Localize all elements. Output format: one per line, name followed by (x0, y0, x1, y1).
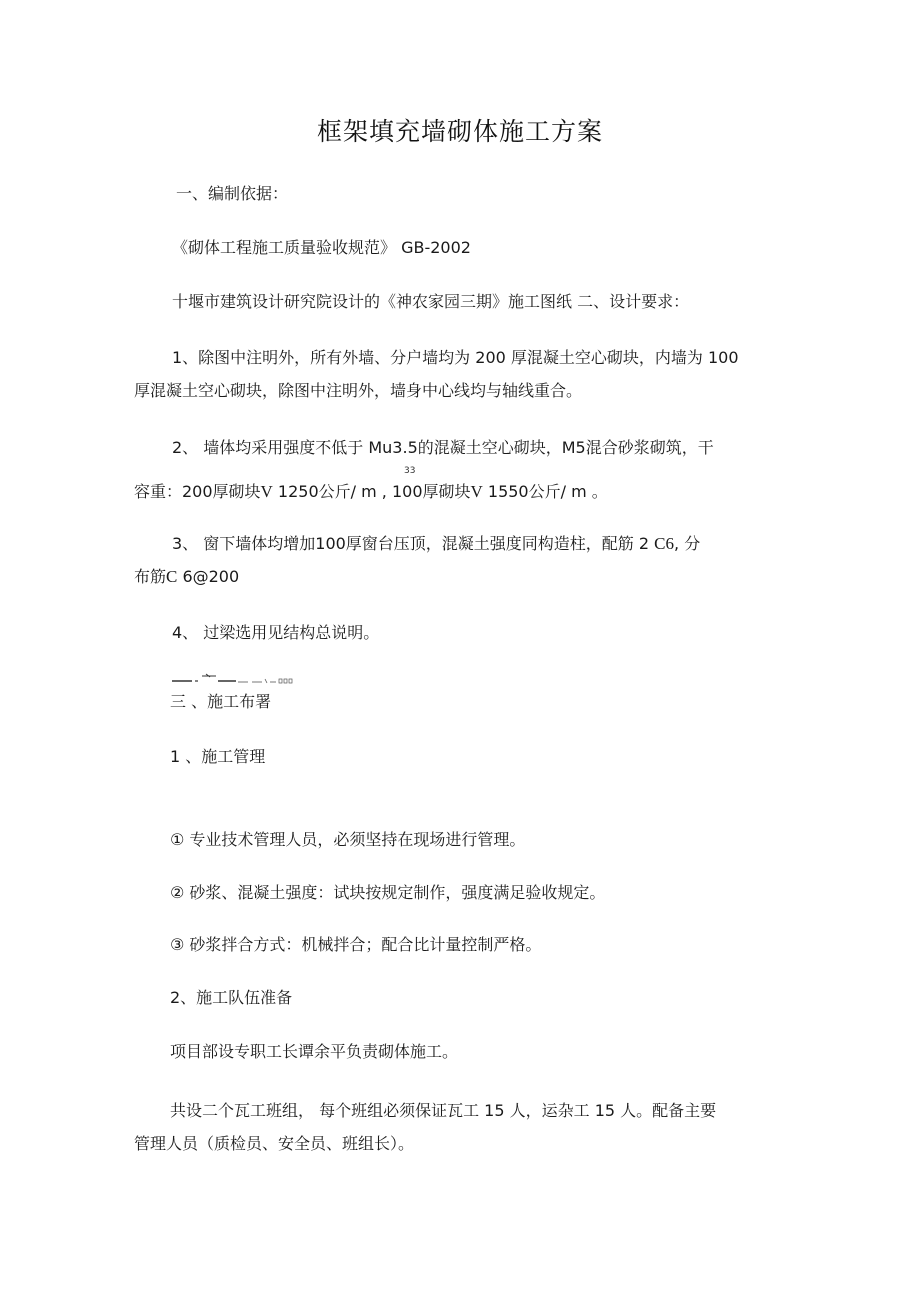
management-point-1: ① 专业技术管理人员，必须坚持在现场进行管理。 (170, 830, 526, 849)
requirement-3-tail: , 分 (674, 534, 701, 553)
reference-drawings: 十堰市建筑设计研究院设计的《神农家园三期》施工图纸 二、设计要求： (172, 292, 690, 311)
requirement-2-line-1: 2、 墙体均采用强度不低于 Mu3.5的混凝土空心砌块，M5混合砂浆砌筑，干 (172, 438, 714, 457)
block-100-label: 100厚砌块 (386, 482, 471, 501)
density-label: 容重：200厚砌块 (134, 482, 261, 501)
section-deployment-heading: 三 、施工布署 (170, 692, 272, 711)
section-basis-heading: 一、编制依据： (176, 184, 289, 203)
approx-symbol: V (260, 482, 273, 501)
rebar-c: C (166, 567, 178, 586)
density-200: 1250公斤/ m , (272, 482, 387, 501)
management-point-2: ② 砂浆、混凝土强度：试块按规定制作，强度满足验收规定。 (170, 883, 606, 902)
distribution-bar-spacing: 6@200 (177, 567, 240, 586)
requirement-2-superscript: 33 (404, 466, 416, 476)
scan-artifact-graphic (172, 670, 312, 688)
construction-management-heading: 1 、施工管理 (170, 747, 266, 766)
requirement-1-line-1: 1、除图中注明外，所有外墙、分户墙均为 200 厚混凝土空心砌块，内墙为 100 (172, 348, 739, 367)
requirement-2-line-2 (134, 482, 608, 502)
requirement-4: 4、 过梁选用见结构总说明。 (172, 623, 380, 642)
document-title: 框架填充墙砌体施工方案 (316, 117, 603, 146)
requirement-1-line-2: 厚混凝土空心砌块，除图中注明外，墙身中心线均与轴线重合。 (134, 381, 583, 400)
rebar-c6: C6 (654, 534, 675, 553)
distribution-bar-label: 布筋 (134, 567, 167, 586)
requirement-3-line-2 (134, 567, 239, 587)
requirement-3-line-1 (172, 534, 700, 554)
foreman-assignment: 项目部设专职工长谭余平负责砌体施工。 (170, 1042, 459, 1061)
team-composition-line-2: 管理人员（质检员、安全员、班组长）。 (134, 1134, 415, 1153)
approx-symbol-2: V (470, 482, 483, 501)
requirement-3-text: 3、 窗下墙体均增加100厚窗台压顶，混凝土强度同构造柱，配筋 2 (172, 534, 655, 553)
density-100: 1550公斤/ m 。 (482, 482, 608, 501)
reference-standard: 《砌体工程施工质量验收规范》 GB-2002 (172, 238, 471, 257)
team-preparation-heading: 2、施工队伍准备 (170, 988, 293, 1007)
team-composition-line-1: 共设二个瓦工班组， 每个班组必须保证瓦工 15 人，运杂工 15 人。配备主要 (170, 1101, 717, 1120)
management-point-3: ③ 砂浆拌合方式：机械拌合；配合比计量控制严格。 (170, 935, 542, 954)
